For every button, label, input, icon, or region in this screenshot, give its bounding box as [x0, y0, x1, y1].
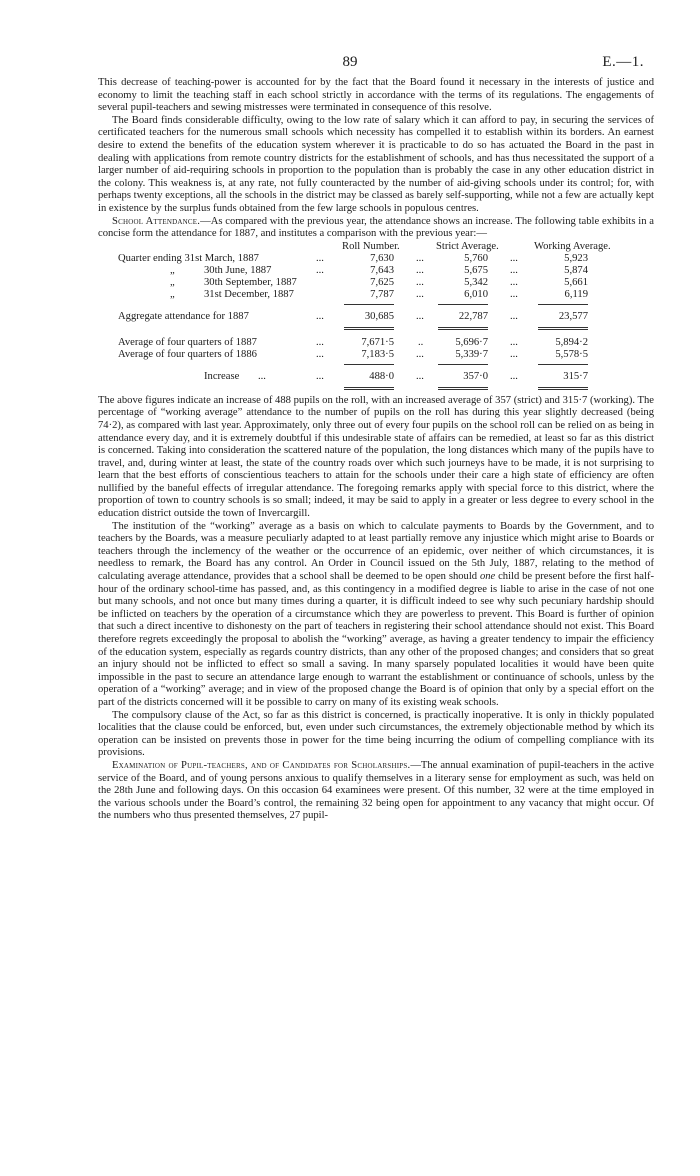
double-rule	[438, 327, 488, 330]
leader-dots: ...	[316, 310, 324, 322]
leader-dots: ...	[316, 252, 324, 264]
double-rule	[538, 327, 588, 330]
column-header-roll: Roll Number.	[342, 240, 400, 252]
working-value: 315·7	[563, 370, 588, 382]
roll-value: 7,630	[370, 252, 394, 264]
working-value: 5,894·2	[555, 336, 588, 348]
strict-value: 5,696·7	[455, 336, 488, 348]
leader-dots: ...	[416, 370, 424, 382]
paragraph-text: —As compared with the previous year, the attendance shows an increase. The following table exhibits in a concise form the attendance for 1887, and institutes a comparison with the previous year:—	[98, 215, 654, 240]
strict-value: 357·0	[463, 370, 488, 382]
sum-rule	[438, 304, 488, 305]
row-label: Average of four quarters of 1886	[118, 348, 257, 360]
double-rule	[344, 327, 394, 330]
working-value: 6,119	[564, 288, 588, 300]
emphasis: one	[479, 571, 496, 583]
roll-value: 7,183·5	[361, 348, 394, 360]
leader-dots: ...	[416, 252, 424, 264]
document-reference: E.—1.	[602, 54, 644, 70]
column-header-working: Working Average.	[534, 240, 611, 252]
page-number: 89	[342, 54, 358, 70]
leader-dots: ...	[510, 370, 518, 382]
row-label: Average of four quarters of 1887	[118, 336, 257, 348]
leader-dots: ...	[416, 348, 424, 360]
strict-value: 5,342	[464, 276, 488, 288]
roll-value: 488·0	[369, 370, 394, 382]
working-value: 5,923	[564, 252, 588, 264]
leader-dots: ...	[416, 310, 424, 322]
paragraph: The Board finds considerable difficulty, owing to the low rate of salary which it can afford to pay, in securing the services of certificated teachers for the numerous small schools which necessity has compelled it to establish within its borders. An earnest desire to extend the benefits of the education system wherever it is practicable to do so has actuated the Board in the past in dealing with applications from remote country districts for the establishment of schools, and has thus necessitated the support of a larger number of aid-requiring schools in proportion to the population than is probably the case in any other education district in the colony. This weakness is, at any rate, not fully counteracted by the number of aid-giving schools under its control; for, with perhaps twenty exceptions, all the schools in the district may be classed as barely self-supporting, while not a few are actually kept in existence by the surplus funds obtained from the few large schools in populous centres.	[98, 114, 654, 214]
row-label: 30th June, 1887	[204, 264, 272, 276]
section-heading: School Attendance.	[112, 215, 201, 227]
leader-dots: ...	[510, 336, 518, 348]
paragraph: The above figures indicate an increase of 488 pupils on the roll, with an increased average of 357 (strict) and 315·7 (working). The percentage of “working average” attendance to the number of pupils on the roll has during this year slightly decreased (being 74·2), as compared with last year. Approximately, only three out of every four pupils on the school roll can be relied on as being in attendance every day, and it is extremely doubtful if this undesirable state of affairs can be remedied, at least so far as this district is concerned. Taking into consideration the scattered nature of the population, the long distances which many of the pupils have to travel, and, during winter at least, the state of the country roads over which such journeys have to be made, it is not surprising to learn that the best efforts of conscientious teachers to attain for the schools under their care a high state of efficiency are often nullified by the baneful effects of irregular attendance. The foregoing remarks apply with special force to this district, where the proportion of town to country schools is so small; indeed, it may be said to apply in a greater or less degree to every school in the education district outside the town of Invercargill.	[98, 394, 654, 520]
working-value: 5,578·5	[555, 348, 588, 360]
working-value: 5,661	[564, 276, 588, 288]
strict-value: 22,787	[458, 310, 488, 322]
roll-value: 7,671·5	[361, 336, 394, 348]
sum-rule	[438, 364, 488, 365]
sum-rule	[538, 364, 588, 365]
double-rule	[538, 387, 588, 390]
leader-dots: ...	[416, 264, 424, 276]
roll-value: 7,787	[370, 288, 394, 300]
row-label: 31st December, 1887	[204, 288, 294, 300]
leader-dots: ...	[416, 288, 424, 300]
paragraph	[98, 760, 654, 823]
leader-dots: ...	[510, 264, 518, 276]
column-header-strict: Strict Average.	[436, 240, 499, 252]
paragraph-text: The institution of the “working” average as a basis on which to calculate payments to Boards by the Government, and to teachers by the Boards, was a measure peculiarly adapted to at least partially remove any injustice which might arise to Boards or teachers through the inclemency of the weather or the occurrence of an epidemic, over neither of which circumstances, it is needless to remark, the Board has any control. An Order in Council issued on the 5th July, 1887, relating to the method of calculating average attendance, provides that a school shall be deemed to be open should	[98, 520, 654, 583]
leader-dots: ...	[258, 370, 266, 382]
sum-rule	[538, 304, 588, 305]
sum-rule	[344, 304, 394, 305]
leader-dots: ...	[316, 370, 324, 382]
paragraph-text: child be present before the first half-hour of the ordinary school-time has passed, and, as this contingency in a modified degree is liable to arise in the case of not one but many schools, and not once but many times during a quarter, it is difficult indeed to see why such pecuniary hardship should be inflicted on teachers by the operation of a circumstance which they are powerless to prevent. This Board is further of opinion that such a direct incentive to dishonesty on the part of teachers in registering their school attendance should not exist. This Board therefore regrets exceedingly the proposal to abolish the “working” average, as having a greater tendency to impair the efficiency of the education system, especially as regards country districts, than any other of the proposed changes; and considers that so great an injury should not be inflicted to effect so small a saving. In many sparsely populated localities it would have been quite impossible in the past to secure an attendance large enough to warrant the establishment or continuance of schools, unless by the operation of a “working” average; and in view of the proposed change the Board is of opinion that only by a special effort on the part of the districts concerned will it be possible to carry on many of its existing weak schools.	[98, 571, 655, 708]
working-value: 5,874	[564, 264, 588, 276]
ditto-mark: „	[170, 288, 175, 300]
strict-value: 5,339·7	[455, 348, 488, 360]
row-label: Quarter ending 31st March, 1887	[118, 252, 259, 264]
leader-dots: ...	[316, 348, 324, 360]
paragraph	[98, 216, 654, 241]
leader-dots: ...	[510, 348, 518, 360]
strict-value: 5,675	[464, 264, 488, 276]
ditto-mark: „	[170, 276, 175, 288]
strict-value: 5,760	[464, 252, 488, 264]
paragraph: The compulsory clause of the Act, so far as this district is concerned, is practically inoperative. It is only in thickly populated localities that the clause could be enforced, but, even under such circumstances, the extremely objectionable method by which its operation can be insisted on prevents those in power for the time being incurring the odium of compelling compliance with its provisions.	[98, 709, 654, 759]
leader-dots: ...	[510, 252, 518, 264]
leader-dots: ...	[316, 336, 324, 348]
ditto-mark: „	[170, 264, 175, 276]
roll-value: 30,685	[364, 310, 394, 322]
leader-dots: ...	[510, 276, 518, 288]
sum-rule	[344, 364, 394, 365]
strict-value: 6,010	[464, 288, 488, 300]
section-heading: Examination of Pupil-teachers, and of Candidates for Scholarships.	[112, 759, 411, 771]
attendance-table	[98, 241, 654, 395]
roll-value: 7,625	[370, 276, 394, 288]
leader-dots: ...	[510, 288, 518, 300]
row-label: Aggregate attendance for 1887	[118, 310, 249, 322]
paragraph-text: —The annual examination of pupil-teachers in the active service of the Board, and of young persons anxious to qualify themselves in a literary sense for employment as such, was held on the 28th June and following days. On this occasion 64 examinees were present. Of this number, 32 were at the time employed in the various schools under the Board’s control, the remaining 32 being open for appointment to any vacancy that might occur. Of the numbers who thus presented themselves, 27 pupil-	[98, 759, 654, 822]
row-label: Increase	[204, 370, 240, 382]
double-rule	[438, 387, 488, 390]
leader-dots: ...	[510, 310, 518, 322]
document-body	[98, 77, 654, 823]
roll-value: 7,643	[370, 264, 394, 276]
paragraph	[98, 521, 654, 710]
leader-dots: ..	[418, 336, 424, 348]
working-value: 23,577	[558, 310, 588, 322]
double-rule	[344, 387, 394, 390]
leader-dots: ...	[316, 264, 324, 276]
paragraph: This decrease of teaching-power is accounted for by the fact that the Board found it necessary in the interests of justice and economy to limit the teaching staff in each school strictly in accordance with the terms of its regulations. The engagements of several pupil-teachers and sewing mistresses were terminated in consequence of this resolve.	[98, 77, 654, 114]
row-label: 30th September, 1887	[204, 276, 297, 288]
leader-dots: ...	[416, 276, 424, 288]
